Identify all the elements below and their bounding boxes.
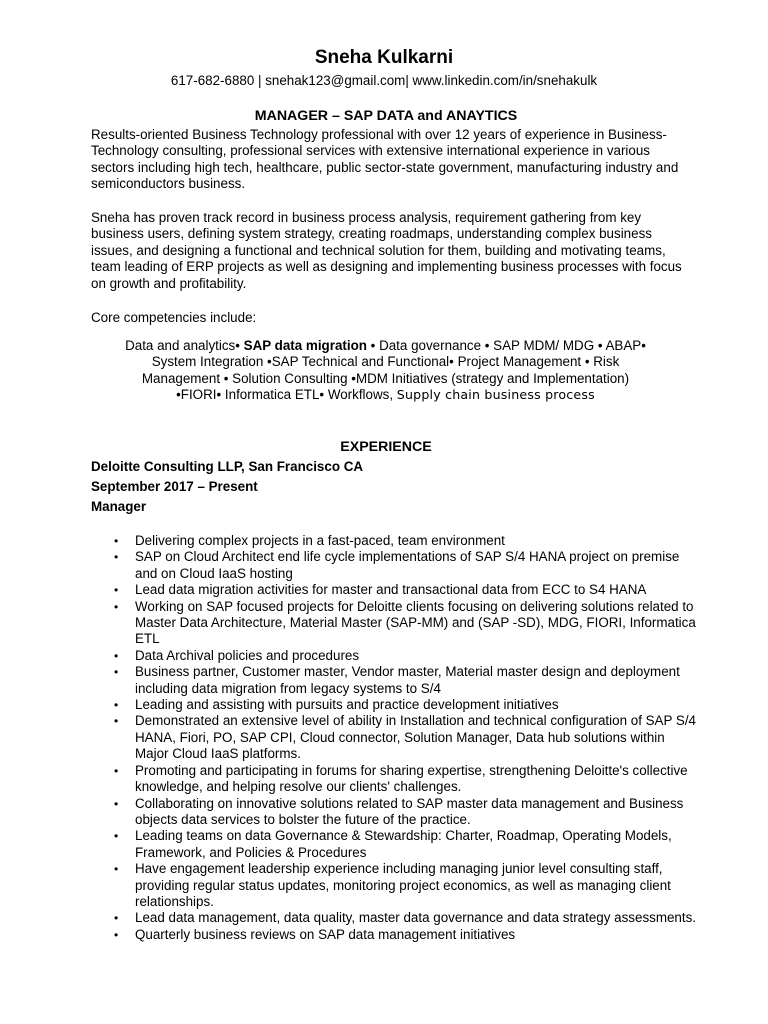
competencies-intro: Core competencies include: bbox=[91, 310, 257, 325]
bullet-item bbox=[91, 910, 701, 926]
bullet-text: Data Archival policies and procedures bbox=[135, 647, 360, 663]
resume-headline: MANAGER – SAP DATA and ANAYTICS bbox=[254, 108, 518, 124]
bullet-dot-icon: • bbox=[114, 534, 119, 548]
bullet-item bbox=[91, 763, 701, 796]
bullet-item bbox=[91, 697, 701, 713]
bullet-text: Lead data migration activities for master and transactional data from ECC to S4 HANA bbox=[135, 582, 647, 598]
bullet-item bbox=[91, 927, 701, 943]
job-dates: September 2017 – Present bbox=[91, 479, 258, 494]
competencies-text-2: • Data governance • SAP MDM/ MDG • ABAP• System Integration •SAP Technical and Functional• Project Management • Risk Management • Solution Consulting •MDM Initiatives (strategy and Implementation) •FIORI• Informatica ETL• Workflows, bbox=[141, 338, 646, 403]
bullet-text: Lead data management, data quality, master data governance and data strategy assessments. bbox=[135, 910, 697, 926]
bullet-text: Delivering complex projects in a fast-paced, team environment bbox=[135, 533, 505, 548]
competencies-highlight: SAP data migration bbox=[243, 338, 367, 353]
bullet-text: Quarterly business reviews on SAP data management initiatives bbox=[135, 926, 516, 942]
candidate-name: Sneha Kulkarni bbox=[314, 47, 454, 68]
bullet-dot-icon: • bbox=[114, 862, 119, 877]
experience-heading: EXPERIENCE bbox=[340, 439, 432, 455]
bullet-text: Business partner, Customer master, Vendor master, Material master design and deployment including data migration from legacy systems to S/4 bbox=[135, 664, 680, 696]
bullet-dot-icon: • bbox=[114, 665, 119, 680]
contact-line: 617-682-6880 | snehak123@gmail.com| www.linkedin.com/in/snehakulk bbox=[170, 73, 598, 88]
bullet-text: SAP on Cloud Architect end life cycle implementations of SAP S/4 HANA project on premise and on Cloud IaaS hosting bbox=[135, 549, 680, 581]
bullet-item bbox=[91, 648, 701, 664]
bullet-text: Promoting and participating in forums for sharing expertise, strengthening Deloitte's collective knowledge, and helping resolve our clients' challenges. bbox=[135, 762, 688, 795]
bullet-dot-icon: • bbox=[114, 829, 119, 844]
bullet-dot-icon: • bbox=[114, 763, 119, 778]
bullet-dot-icon: • bbox=[114, 714, 119, 729]
bullet-dot-icon: • bbox=[114, 648, 119, 663]
bullet-dot-icon: • bbox=[114, 911, 119, 926]
experience-bullet-list bbox=[91, 533, 701, 943]
bullet-dot-icon: • bbox=[114, 698, 119, 713]
bullet-text: Collaborating on innovative solutions related to SAP master data management and Business objects data services to bolster the future of the practice. bbox=[135, 795, 684, 827]
bullet-item bbox=[91, 599, 701, 648]
competencies-text-3: Supply chain business process bbox=[396, 387, 595, 403]
bullet-dot-icon: • bbox=[114, 550, 119, 565]
bullet-dot-icon: • bbox=[114, 927, 119, 942]
bullet-item bbox=[91, 533, 701, 549]
bullet-text: Have engagement leadership experience including managing junior level consulting staff, providing regular status updates, monitoring project economics, as well as managing client relationships. bbox=[135, 861, 671, 909]
summary-paragraph-1: Results-oriented Business Technology professional with over 12 years of experience in Business-Technology consulting, professional services with extensive international experience in various sectors including high tech, healthcare, public sector-state government, manufacturing industry and semiconductors business. bbox=[91, 127, 679, 192]
bullet-item bbox=[91, 664, 701, 697]
company-name: Deloitte Consulting LLP, San Francisco CA bbox=[91, 459, 364, 474]
bullet-item bbox=[91, 713, 701, 762]
bullet-dot-icon: • bbox=[114, 599, 119, 614]
competencies-list bbox=[118, 338, 653, 404]
bullet-dot-icon: • bbox=[114, 583, 119, 598]
competencies-text-1: Data and analytics• bbox=[125, 338, 244, 353]
bullet-text: Leading and assisting with pursuits and practice development initiatives bbox=[135, 697, 559, 713]
bullet-item bbox=[91, 861, 701, 910]
bullet-text: Leading teams on data Governance & Stewardship: Charter, Roadmap, Operating Models, Framework, and Policies & Procedures bbox=[135, 828, 672, 860]
bullet-item bbox=[91, 828, 701, 861]
bullet-text: Demonstrated an extensive level of ability in Installation and technical configuration of SAP S/4 HANA, Fiori, PO, SAP CPI, Cloud connector, Solution Manager, Data hub solutions within Major Cloud IaaS platforms. bbox=[135, 713, 697, 762]
job-role: Manager bbox=[91, 499, 147, 514]
bullet-item bbox=[91, 796, 701, 829]
bullet-item bbox=[91, 549, 701, 582]
summary-paragraph-2: Sneha has proven track record in business process analysis, requirement gathering from key business users, defining system strategy, creating roadmaps, understanding complex business issues, and designing a functional and technical solution for them, building and motivating teams, team leading of ERP projects as well as designing and implementing business processes with focus on growth and profitability. bbox=[91, 210, 682, 291]
bullet-item bbox=[91, 582, 701, 598]
bullet-dot-icon: • bbox=[114, 796, 119, 811]
bullet-text: Working on SAP focused projects for Deloitte clients focusing on delivering solutions related to Master Data Architecture, Material Master (SAP-MM) and (SAP -SD), MDG, FIORI, Informatica ETL bbox=[135, 598, 696, 647]
